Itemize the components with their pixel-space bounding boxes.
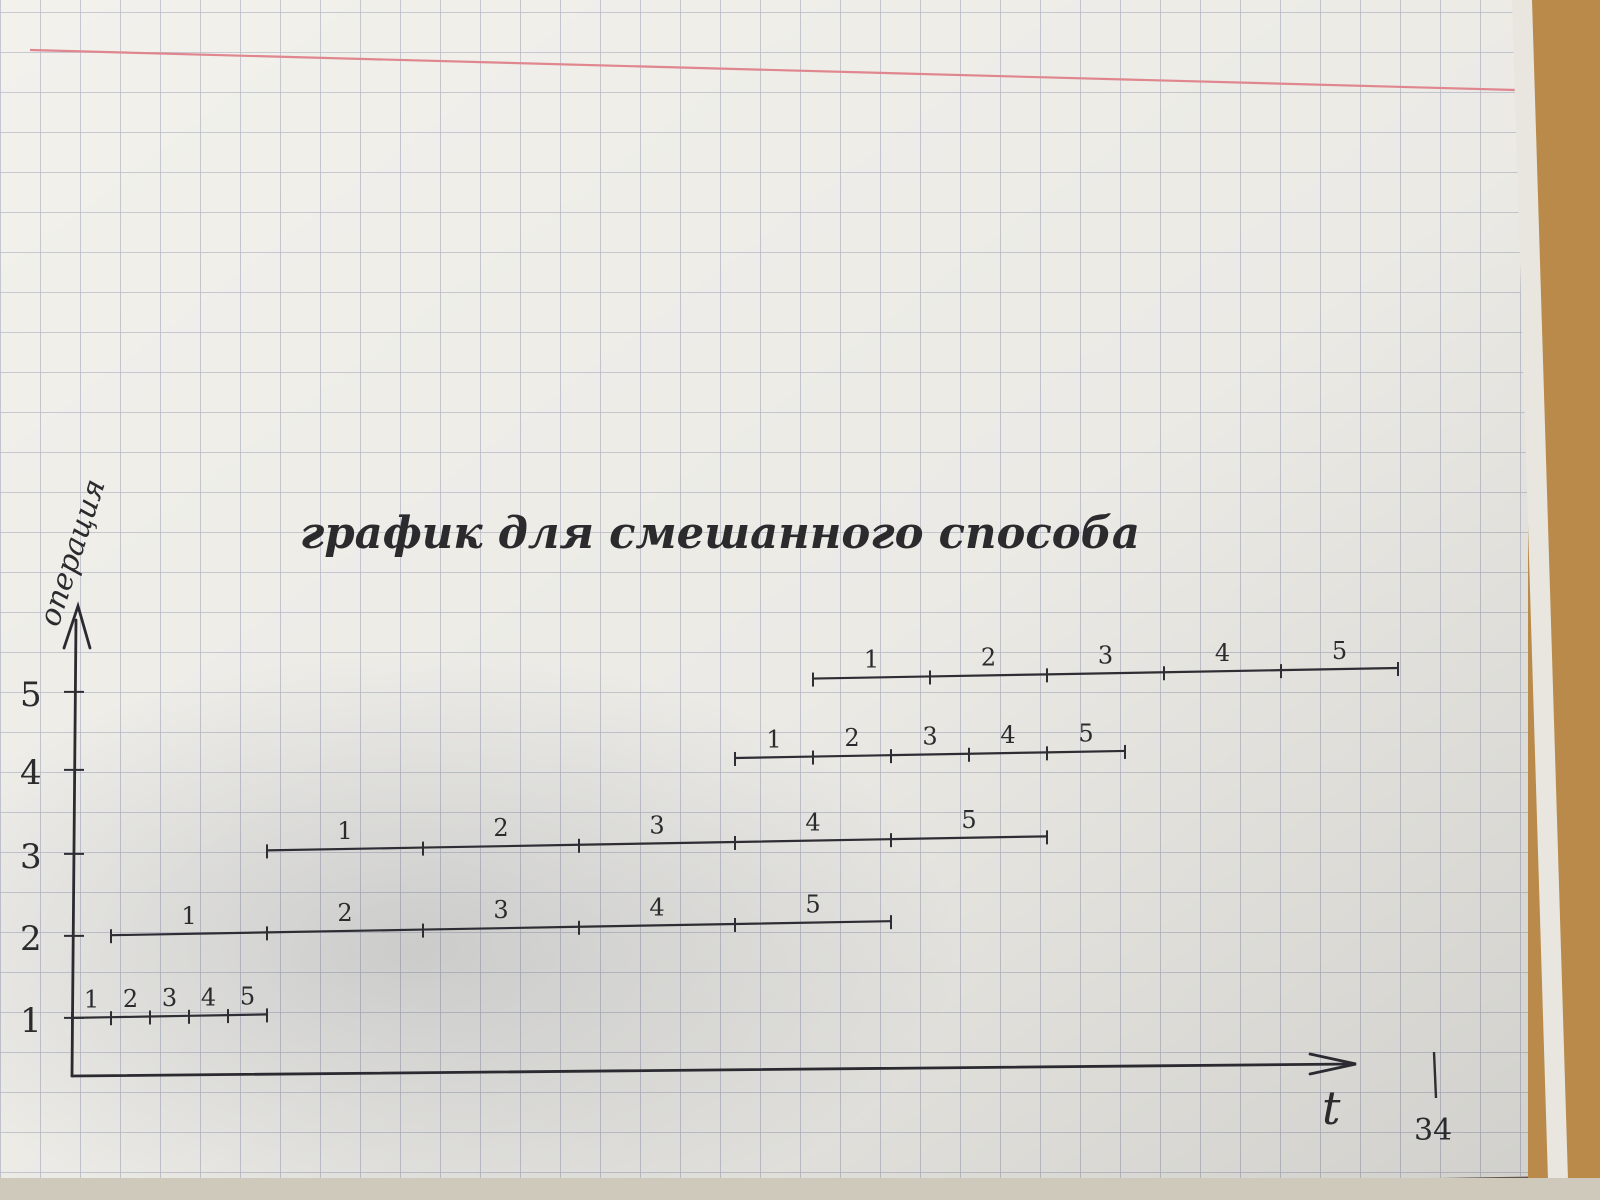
- y-tick-label-2: 2: [20, 918, 42, 959]
- segment-label-op1-part2: 2: [122, 984, 139, 1013]
- segment-label-op2-part2: 2: [337, 898, 353, 927]
- x-axis-label: t: [1322, 1081, 1341, 1135]
- segment-op4-part1: [735, 757, 813, 758]
- segment-label-op3-part2: 2: [493, 814, 509, 843]
- segment-label-op1-part3: 3: [161, 984, 178, 1013]
- segment-label-op5-part5: 5: [1331, 637, 1348, 666]
- segment-label-op2-part5: 5: [805, 890, 821, 919]
- y-tick-label-4: 4: [20, 752, 42, 793]
- segment-label-op4-part4: 4: [1000, 721, 1016, 750]
- segment-op1-part2: [111, 1017, 150, 1018]
- chart-title: график для смешанного способа: [300, 508, 1140, 559]
- segment-label-op5-part4: 4: [1214, 639, 1231, 668]
- segment-label-op4-part5: 5: [1078, 719, 1094, 748]
- segment-label-op3-part4: 4: [805, 808, 821, 837]
- y-tick-label-1: 1: [20, 1000, 42, 1041]
- segment-label-op2-part1: 1: [181, 901, 197, 930]
- segment-op4-part5: [1047, 751, 1125, 752]
- segment-op1-part1: [72, 1017, 111, 1018]
- segment-label-op1-part5: 5: [239, 982, 256, 1011]
- segment-label-op2-part3: 3: [493, 896, 509, 925]
- segment-op4-part4: [969, 752, 1047, 753]
- segment-label-op4-part1: 1: [766, 725, 782, 754]
- y-tick-label-5: 5: [20, 674, 42, 715]
- segment-label-op5-part1: 1: [863, 645, 880, 674]
- segment-label-op4-part3: 3: [922, 722, 938, 751]
- segment-label-op4-part2: 2: [844, 723, 860, 752]
- segment-op1-part5: [228, 1014, 267, 1015]
- segment-label-op1-part4: 4: [200, 983, 217, 1012]
- segment-label-op2-part4: 4: [649, 893, 665, 922]
- y-tick-label-3: 3: [20, 836, 42, 877]
- segment-op4-part2: [813, 755, 891, 756]
- segment-label-op5-part3: 3: [1097, 641, 1114, 670]
- segment-op1-part4: [189, 1015, 228, 1016]
- segment-label-op3-part5: 5: [961, 805, 977, 834]
- segment-label-op1-part1: 1: [83, 985, 100, 1014]
- end-label: 34: [1414, 1113, 1453, 1148]
- segment-label-op5-part2: 2: [980, 643, 997, 672]
- segment-op1-part3: [150, 1016, 189, 1017]
- segment-op4-part3: [891, 754, 969, 755]
- desk-bottom: [0, 1178, 1600, 1200]
- segment-label-op3-part3: 3: [649, 811, 665, 840]
- hand-shadow: [0, 540, 1200, 1200]
- segment-label-op3-part1: 1: [337, 816, 353, 845]
- y-axis-label: операция: [32, 474, 113, 631]
